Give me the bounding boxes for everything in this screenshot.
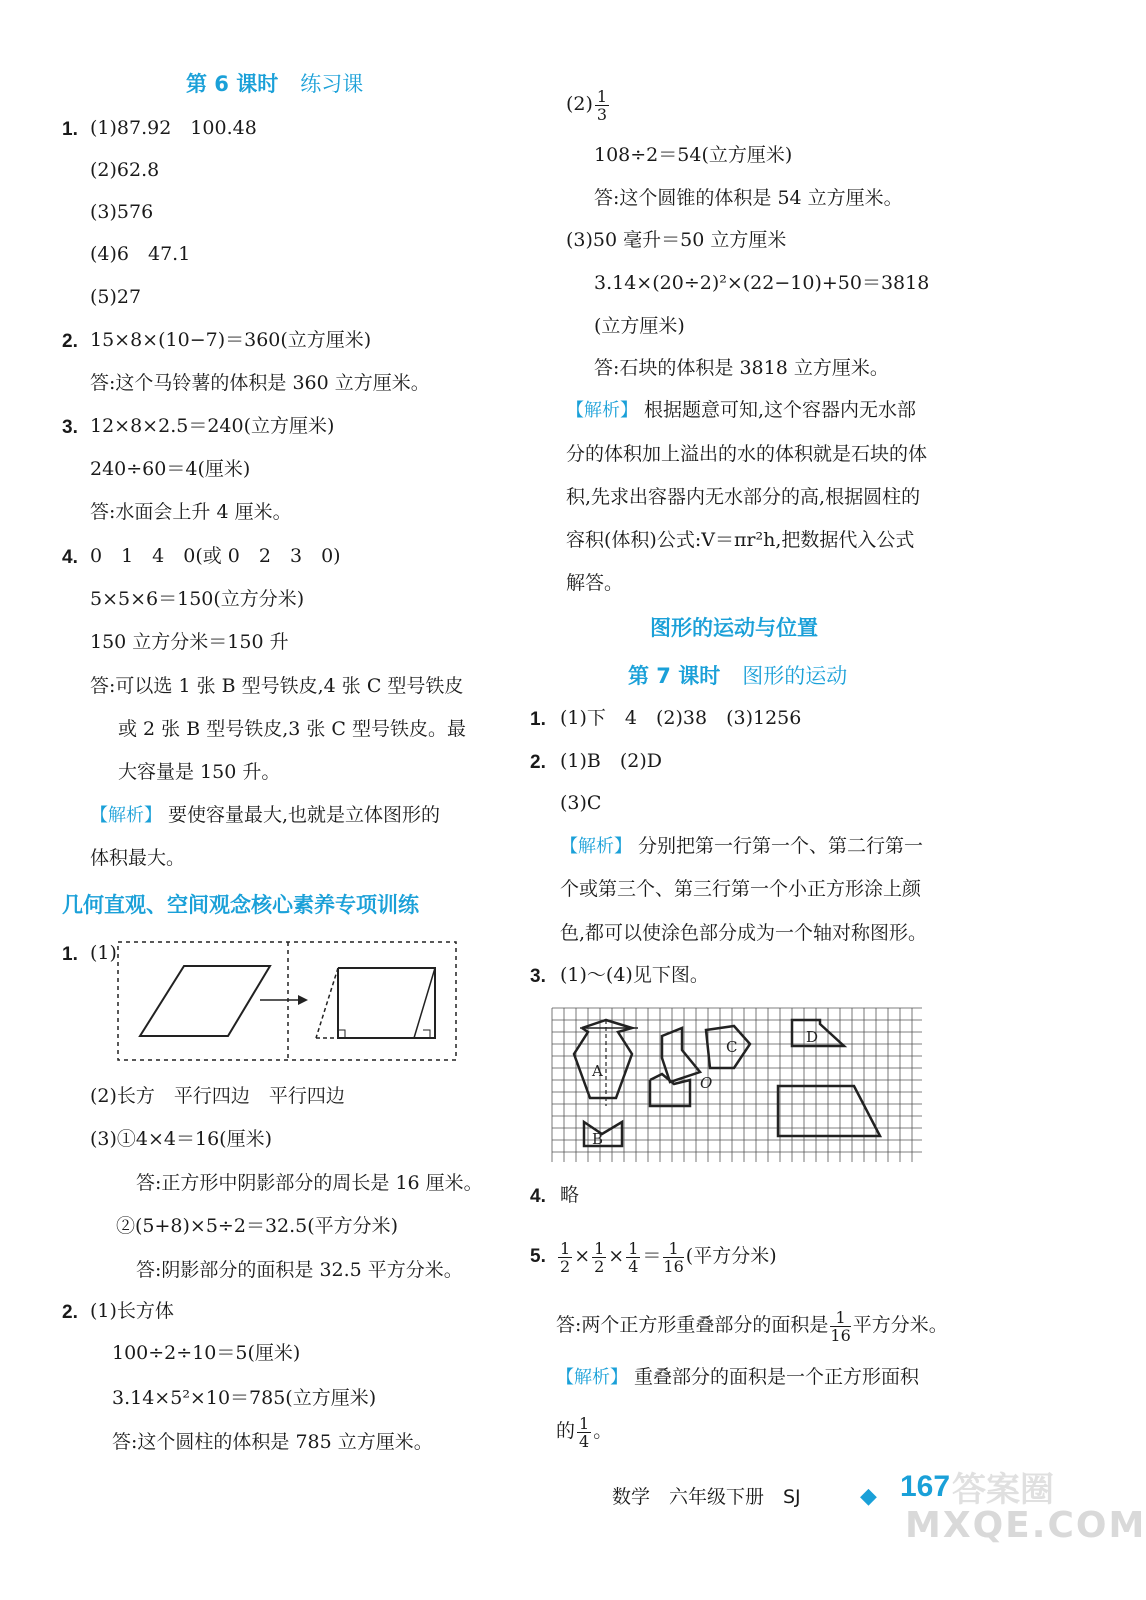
label-o: O [700,1074,713,1092]
lesson-6-heading: 第 6 课时 练习课 [186,72,364,96]
analysis-tag: 【解析】 [560,836,632,857]
analysis-line: 【解析】 分别把第一行第一个、第二行第一 [560,835,924,857]
analysis-line: 【解析】 重叠部分的面积是一个正方形面积 [556,1366,920,1388]
answer-line: (立方厘米) [594,315,685,337]
q-number: 1. [62,944,78,965]
watermark-logo: 答案圈 [952,1470,1054,1510]
answer-line: (1)87.92 100.48 [90,117,257,139]
answer-line: 答:这个圆锥的体积是 54 立方厘米。 [594,187,903,209]
q-number: 2. [62,1302,78,1323]
label-a: A [592,1062,603,1080]
diamond-icon: ◆ [860,1484,877,1509]
analysis-line: 分的体积加上溢出的水的体积就是石块的体 [566,443,928,465]
answer-line: 答:石块的体积是 3818 立方厘米。 [594,357,889,379]
answer-line: (5)27 [90,286,142,308]
answer-line: (2)62.8 [90,159,160,181]
answer-line: 150 立方分米＝150 升 [90,631,289,653]
answer-line: (1)～(4)见下图。 [560,964,709,986]
q-number: 1. [530,709,546,730]
analysis-tag: 【解析】 [556,1367,628,1388]
answer-line: 答:水面会上升 4 厘米。 [90,501,292,523]
answer-line: (3)50 毫升＝50 立方厘米 [566,229,787,251]
answer-line: (3)①4×4＝16(厘米) [90,1128,273,1150]
analysis-line: 容积(体积)公式:V＝πr²h,把数据代入公式 [566,529,915,551]
analysis-line: 积,先求出容器内无水部分的高,根据圆柱的 [566,486,921,508]
answer-line: 答:这个马铃薯的体积是 360 立方厘米。 [90,372,430,394]
analysis-line: 体积最大。 [90,847,186,869]
analysis-line: 的 $\frac{1}{4}$ 。 [556,1413,613,1451]
answer-line: 答:这个圆柱的体积是 785 立方厘米。 [112,1431,433,1453]
answer-line: 0 1 4 0(或 0 2 3 0) [90,545,341,567]
fraction: $\frac{1}{2}$ [594,1238,605,1276]
q-number: 1. [62,119,78,140]
answer-line: (2) $\frac{1}{3}$ [566,86,608,124]
answer-line: (2)长方 平行四边 平行四边 [90,1085,345,1107]
q-number: 4. [530,1186,546,1207]
answer-line: 5×5×6＝150(立方分米) [90,588,305,610]
lesson-7-heading: 第 7 课时 图形的运动 [628,664,848,688]
analysis-line: 解答。 [566,572,624,594]
answer-line: (1)下 4 (2)38 (3)1256 [560,707,802,729]
answer-line: 答:两个正方形重叠部分的面积是 $\frac{1}{16}$ 平方分米。 [556,1307,948,1345]
answer-line: (1)长方体 [90,1300,174,1322]
fraction: $\frac{1}{4}$ [628,1238,639,1276]
answer-line: 答:阴影部分的面积是 32.5 平方分米。 [136,1259,463,1281]
fraction: $\frac{1}{16}$ [663,1238,684,1276]
answer-line: 大容量是 150 升。 [118,761,281,783]
grid-transform-figure [550,1006,924,1164]
fraction: $\frac{1}{4}$ [579,1413,590,1451]
analysis-tag: 【解析】 [90,805,162,826]
answer-line: (4)6 47.1 [90,243,191,265]
answer-line: (3)576 [90,201,154,223]
q-number: 2. [62,331,78,352]
answer-line: 12×8×2.5＝240(立方厘米) [90,415,335,437]
q-number: 2. [530,752,546,773]
parallelogram-transform-figure [112,938,458,1064]
fraction: $\frac{1}{2}$ [560,1238,571,1276]
answer-line: 3.14×(20÷2)²×(22−10)+50＝3818 [594,272,930,294]
answer-line: 略 [560,1184,580,1206]
fraction-equation: $\frac{1}{2}$ × $\frac{1}{2}$ × $\frac{1}{4}$ ＝ $\frac{1}{16}$ (平方分米) [560,1238,777,1276]
analysis-line: 【解析】 根据题意可知,这个容器内无水部 [566,399,917,421]
special-training-heading: 几何直观、空间观念核心素养专项训练 [62,893,419,917]
unit-heading: 图形的运动与位置 [650,616,818,640]
answer-line: 100÷2÷10＝5(厘米) [112,1342,301,1364]
watermark: MXQE.COM [905,1505,1146,1546]
answer-line: 240÷60＝4(厘米) [90,458,251,480]
answer-line: 答:正方形中阴影部分的周长是 16 厘米。 [136,1172,483,1194]
q-number: 3. [530,966,546,987]
analysis-line: 个或第三个、第三行第一个小正方形涂上颜 [560,878,922,900]
q-number: 4. [62,547,78,568]
answer-line: 或 2 张 B 型号铁皮,3 张 C 型号铁皮。最 [118,718,466,740]
fraction: $\frac{1}{16}$ [830,1307,851,1345]
label-d: D [806,1028,819,1046]
q-number: 5. [530,1246,546,1267]
page-number: 167 [900,1470,951,1503]
analysis-line: 色,都可以使涂色部分成为一个轴对称图形。 [560,922,928,944]
answer-line: 15×8×(10−7)＝360(立方厘米) [90,329,372,351]
answer-line: 108÷2＝54(立方厘米) [594,144,793,166]
answer-line: 3.14×5²×10＝785(立方厘米) [112,1387,377,1409]
answer-line: (3)C [560,792,602,814]
label-b: B [592,1130,604,1148]
label-c: C [726,1038,738,1056]
answer-line: 答:可以选 1 张 B 型号铁皮,4 张 C 型号铁皮 [90,675,464,697]
fraction: $\frac{1}{3}$ [596,86,608,124]
answer-line: ②(5+8)×5÷2＝32.5(平方分米) [116,1215,399,1237]
analysis-line: 【解析】 要使容量最大,也就是立体图形的 [90,804,441,826]
footer-subject: 数学 六年级下册 SJ [612,1486,801,1508]
answer-line: (1) [90,942,117,964]
analysis-tag: 【解析】 [566,400,638,421]
answer-line: (1)B (2)D [560,750,663,772]
q-number: 3. [62,417,78,438]
